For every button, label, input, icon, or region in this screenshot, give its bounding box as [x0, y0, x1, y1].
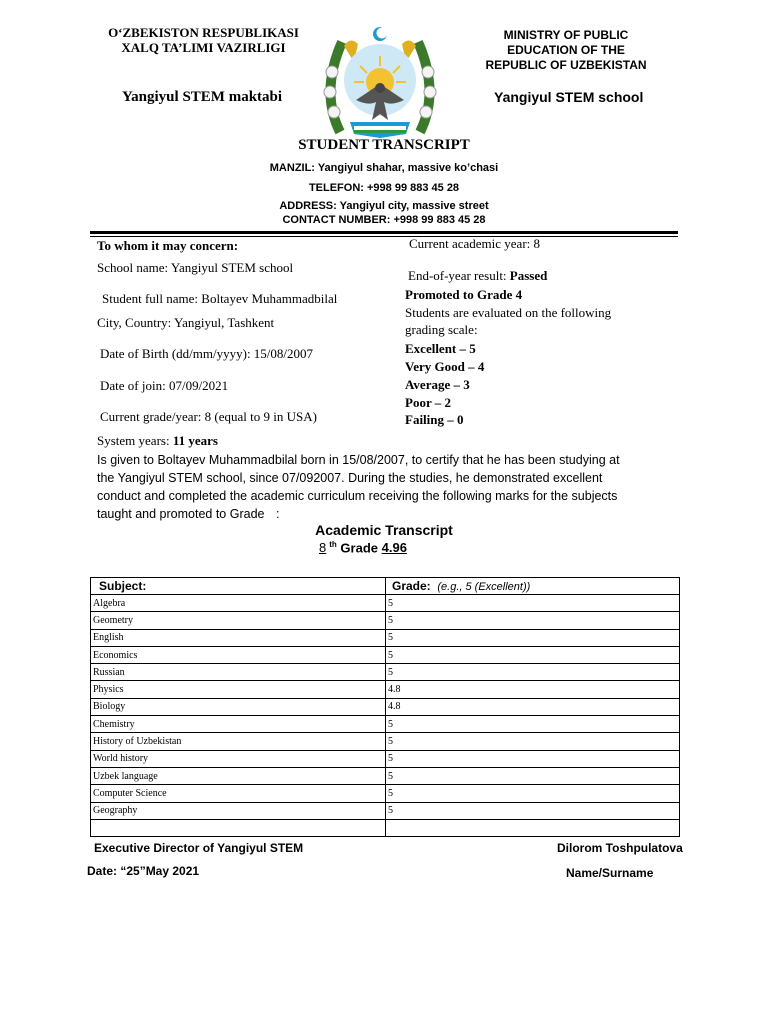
grade-cell: 5 — [386, 646, 680, 663]
table-row — [91, 733, 680, 750]
table-row — [91, 681, 680, 698]
certify-line4-colon: : — [275, 507, 280, 521]
grade-cell: 5 — [386, 612, 680, 629]
issue-date: Date: “25”May 2021 — [87, 864, 200, 878]
grade-suffix: th — [329, 540, 337, 549]
table-row — [91, 716, 680, 733]
subject-cell: Biology — [91, 698, 386, 715]
gpa-value: 4.96 — [381, 540, 407, 556]
certify-line4-text: taught and promoted to Grade — [97, 507, 268, 521]
student-name-field: Student full name: Boltayev Muhammadbilal — [102, 291, 338, 306]
end-of-year-result-field — [408, 268, 547, 284]
telefon-text: TELEFON: +998 99 883 45 28 — [308, 182, 460, 194]
table-row — [91, 664, 680, 681]
grade-cell: 5 — [386, 716, 680, 733]
current-grade-field: Current grade/year: 8 (equal to 9 in USA) — [100, 409, 317, 424]
document-title: STUDENT TRANSCRIPT — [298, 137, 470, 153]
scale-excellent: Excellent – 5 — [405, 341, 476, 356]
ministry-uz-line1: O‘ZBEKISTON RESPUBLIKASI — [108, 25, 299, 40]
subject-cell: Economics — [91, 646, 386, 663]
certify-line4 — [97, 505, 657, 523]
ministry-uz-line2: XALQ TA’LIMI VAZIRLIGI — [121, 40, 286, 55]
grades-table — [90, 577, 680, 837]
date-of-join-field: Date of join: 07/09/2021 — [100, 378, 229, 393]
promoted-text: Promoted to Grade 4 — [405, 287, 523, 302]
table-row — [91, 595, 680, 612]
ministry-en-line2: EDUCATION OF THE — [507, 43, 625, 57]
subject-cell: Uzbek language — [91, 767, 386, 784]
grade-gpa-line — [313, 540, 445, 555]
system-years-value: 11 years — [172, 433, 218, 448]
certify-paragraph — [97, 451, 657, 523]
scale-intro-line2: grading scale: — [405, 322, 478, 337]
divider-thin — [90, 236, 678, 237]
grade-cell: 5 — [386, 629, 680, 646]
scale-average: Average – 3 — [405, 377, 470, 392]
system-years-field — [97, 433, 218, 449]
result-label: End-of-year result: — [408, 268, 507, 283]
table-row — [91, 750, 680, 767]
table-row — [91, 646, 680, 663]
scale-intro-line1: Students are evaluated on the following — [405, 305, 612, 320]
subject-cell: English — [91, 629, 386, 646]
subject-cell: Geometry — [91, 612, 386, 629]
ministry-en-line3: REPUBLIC OF UZBEKISTAN — [485, 58, 647, 72]
subject-cell: World history — [91, 750, 386, 767]
grade-cell: 5 — [386, 664, 680, 681]
grade-cell — [386, 819, 680, 836]
table-row — [91, 819, 680, 836]
table-row — [91, 785, 680, 802]
grade-header-label: Grade: — [392, 579, 431, 593]
school-name-uz: Yangiyul STEM maktabi — [122, 89, 283, 105]
grade-column-header — [386, 578, 680, 595]
table-row — [91, 629, 680, 646]
academic-year-field — [409, 236, 540, 252]
ministry-en-line1: MINISTRY OF PUBLIC — [503, 28, 629, 42]
table-row — [91, 698, 680, 715]
table-row — [91, 767, 680, 784]
grade-cell: 4.8 — [386, 681, 680, 698]
school-name-field: School name: Yangiyul STEM school — [97, 260, 294, 275]
to-whom-heading: To whom it may concern: — [97, 238, 239, 253]
grade-cell: 4.8 — [386, 698, 680, 715]
signer-name: Dilorom Toshpulatova — [557, 841, 683, 855]
scale-failing: Failing – 0 — [405, 412, 464, 427]
school-name-en: Yangiyul STEM school — [494, 89, 644, 105]
grade-cell: 5 — [386, 767, 680, 784]
table-row — [91, 802, 680, 819]
state-emblem-icon — [320, 22, 440, 144]
table-header-row — [91, 578, 680, 595]
address-text: ADDRESS: Yangiyul city, massive street — [279, 200, 489, 212]
academic-year-value: 8 — [533, 236, 541, 251]
grade-cell: 5 — [386, 595, 680, 612]
manzil-text: MANZIL: Yangiyul shahar, massive ko’chasi — [269, 162, 499, 174]
result-value: Passed — [509, 268, 548, 283]
director-title: Executive Director of Yangiyul STEM — [94, 841, 304, 855]
grade-word: Grade — [340, 540, 378, 556]
subject-column-header: Subject: — [91, 578, 386, 595]
subject-cell: Geography — [91, 802, 386, 819]
certify-line1: Is given to Boltayev Muhammadbilal born in 15/08/2007, to certify that he has been studying at — [97, 453, 620, 467]
scale-poor: Poor – 2 — [405, 395, 451, 410]
academic-year-label: Current academic year: — [409, 236, 531, 251]
subject-cell: History of Uzbekistan — [91, 733, 386, 750]
dob-field: Date of Birth (dd/mm/yyyy): 15/08/2007 — [100, 346, 314, 361]
name-surname-label: Name/Surname — [566, 866, 654, 880]
certify-line2: the Yangiyul STEM school, since 07/092007. During the studies, he demonstrated excellent — [97, 471, 603, 485]
grade-number: 8 — [319, 540, 327, 556]
certify-line3: conduct and completed the academic curriculum receiving the following marks for the subjects — [97, 489, 618, 503]
grade-cell: 5 — [386, 750, 680, 767]
contact-number-text: CONTACT NUMBER: +998 99 883 45 28 — [282, 214, 486, 226]
subject-cell: Chemistry — [91, 716, 386, 733]
system-years-label: System years: — [97, 433, 170, 448]
academic-transcript-title: Academic Transcript — [315, 522, 453, 538]
grade-cell: 5 — [386, 802, 680, 819]
grade-cell: 5 — [386, 733, 680, 750]
subject-cell: Physics — [91, 681, 386, 698]
subject-cell — [91, 819, 386, 836]
city-country-field: City, Country: Yangiyul, Tashkent — [97, 315, 275, 330]
grade-cell: 5 — [386, 785, 680, 802]
grade-header-hint: (e.g., 5 (Excellent)) — [437, 581, 531, 593]
scale-very-good: Very Good – 4 — [405, 359, 485, 374]
table-row — [91, 612, 680, 629]
subject-cell: Russian — [91, 664, 386, 681]
subject-cell: Computer Science — [91, 785, 386, 802]
subject-cell: Algebra — [91, 595, 386, 612]
divider-thick — [90, 231, 678, 234]
